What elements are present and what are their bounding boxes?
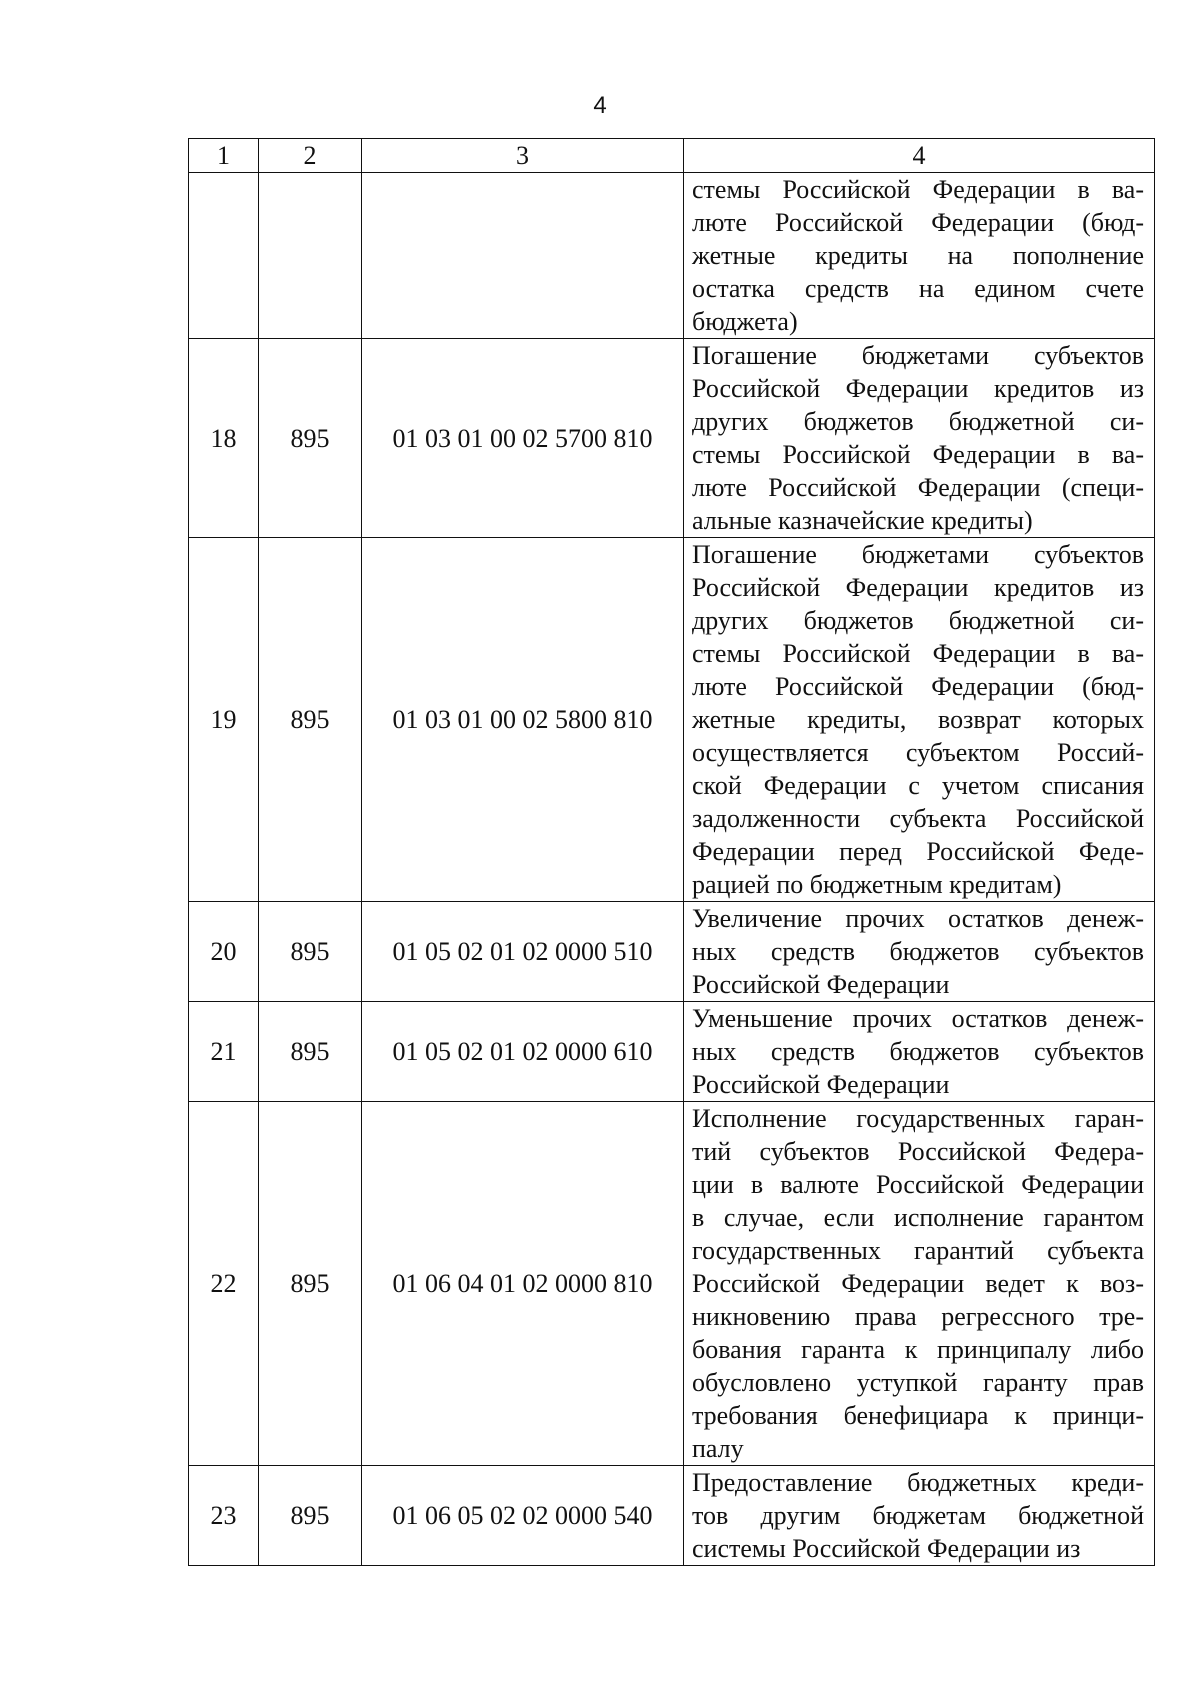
description-line: Федерации перед Российской Феде- [692,837,1144,866]
classification-code: 01 05 02 01 02 0000 610 [362,1002,684,1102]
row-number: 22 [189,1102,259,1466]
classification-code: 01 06 04 01 02 0000 810 [362,1102,684,1466]
row-number: 23 [189,1466,259,1566]
page-number: 4 [593,92,607,119]
header-col-2: 2 [259,139,362,173]
source-description [684,1102,1155,1466]
description-line: Увеличение прочих остатков денеж- [692,904,1144,933]
description-line: других бюджетов бюджетной си- [692,407,1144,436]
admin-code: 895 [259,538,362,902]
description-line: альные казначейские кредиты) [692,506,1033,535]
source-description [684,339,1155,538]
description-line: ской Федерации с учетом списания [692,771,1144,800]
description-line: ции в валюте Российской Федерации [692,1170,1144,1199]
description-line: обусловлено уступкой гаранту прав [692,1368,1144,1397]
description-line: Российской Федерации [692,1070,950,1099]
description-line: Российской Федерации кредитов из [692,374,1144,403]
table-header-row [189,139,1155,173]
admin-code: 895 [259,902,362,1002]
table-row [189,339,1155,538]
row-number: 21 [189,1002,259,1102]
table-row [189,902,1155,1002]
source-description [684,1466,1155,1566]
source-description [684,902,1155,1002]
description-line: Предоставление бюджетных креди- [692,1468,1144,1497]
row-number [189,173,259,339]
description-line: рацией по бюджетным кредитам) [692,870,1062,899]
row-number: 18 [189,339,259,538]
description-line: Российской Федерации [692,970,950,999]
description-line: задолженности субъекта Российской [692,804,1144,833]
description-line: Российской Федерации кредитов из [692,573,1144,602]
description-line: государственных гарантий субъекта [692,1236,1144,1265]
table-row [189,1102,1155,1466]
description-line: Уменьшение прочих остатков денеж- [692,1004,1144,1033]
description-line: тов другим бюджетам бюджетной [692,1501,1144,1530]
classification-code: 01 03 01 00 02 5700 810 [362,339,684,538]
description-line: в случае, если исполнение гарантом [692,1203,1144,1232]
description-line: ных средств бюджетов субъектов [692,1037,1144,1066]
description-line: Исполнение государственных гаран- [692,1104,1144,1133]
description-line: бования гаранта к принципалу либо [692,1335,1144,1364]
header-col-4: 4 [684,139,1155,173]
table-row [189,1466,1155,1566]
description-line: люте Российской Федерации (бюд- [692,672,1144,701]
admin-code: 895 [259,339,362,538]
classification-code: 01 05 02 01 02 0000 510 [362,902,684,1002]
description-line: системы Российской Федерации из [692,1534,1081,1563]
header-col-3: 3 [362,139,684,173]
description-line: требования бенефициара к принци- [692,1401,1144,1430]
description-line: стемы Российской Федерации в ва- [692,639,1144,668]
admin-code: 895 [259,1466,362,1566]
source-description [684,1002,1155,1102]
admin-code: 895 [259,1002,362,1102]
description-line: тий субъектов Российской Федера- [692,1137,1144,1166]
description-line: бюджета) [692,307,798,336]
description-line: жетные кредиты, возврат которых [692,705,1144,734]
table-body [189,139,1155,1566]
description-line: других бюджетов бюджетной си- [692,606,1144,635]
source-description [684,173,1155,339]
classification-code: 01 06 05 02 02 0000 540 [362,1466,684,1566]
description-line: Погашение бюджетами субъектов [692,341,1144,370]
row-number: 20 [189,902,259,1002]
description-line: ных средств бюджетов субъектов [692,937,1144,966]
description-line: люте Российской Федерации (бюд- [692,208,1144,237]
description-line: жетные кредиты на пополнение [692,241,1144,270]
description-line: никновению права регрессного тре- [692,1302,1144,1331]
row-number: 19 [189,538,259,902]
description-line: Погашение бюджетами субъектов [692,540,1144,569]
table-row [189,1002,1155,1102]
description-line: Российской Федерации ведет к воз- [692,1269,1144,1298]
description-line: осуществляется субъектом Россий- [692,738,1144,767]
header-col-1: 1 [189,139,259,173]
table-row [189,538,1155,902]
classification-code [362,173,684,339]
classification-code: 01 03 01 00 02 5800 810 [362,538,684,902]
admin-code: 895 [259,1102,362,1466]
source-description [684,538,1155,902]
table-row [189,173,1155,339]
description-line: остатка средств на едином счете [692,274,1144,303]
description-line: стемы Российской Федерации в ва- [692,440,1144,469]
description-line: стемы Российской Федерации в ва- [692,175,1144,204]
description-line: палу [692,1434,744,1463]
budget-codes-table [188,138,1155,1566]
description-line: люте Российской Федерации (специ- [692,473,1144,502]
admin-code [259,173,362,339]
